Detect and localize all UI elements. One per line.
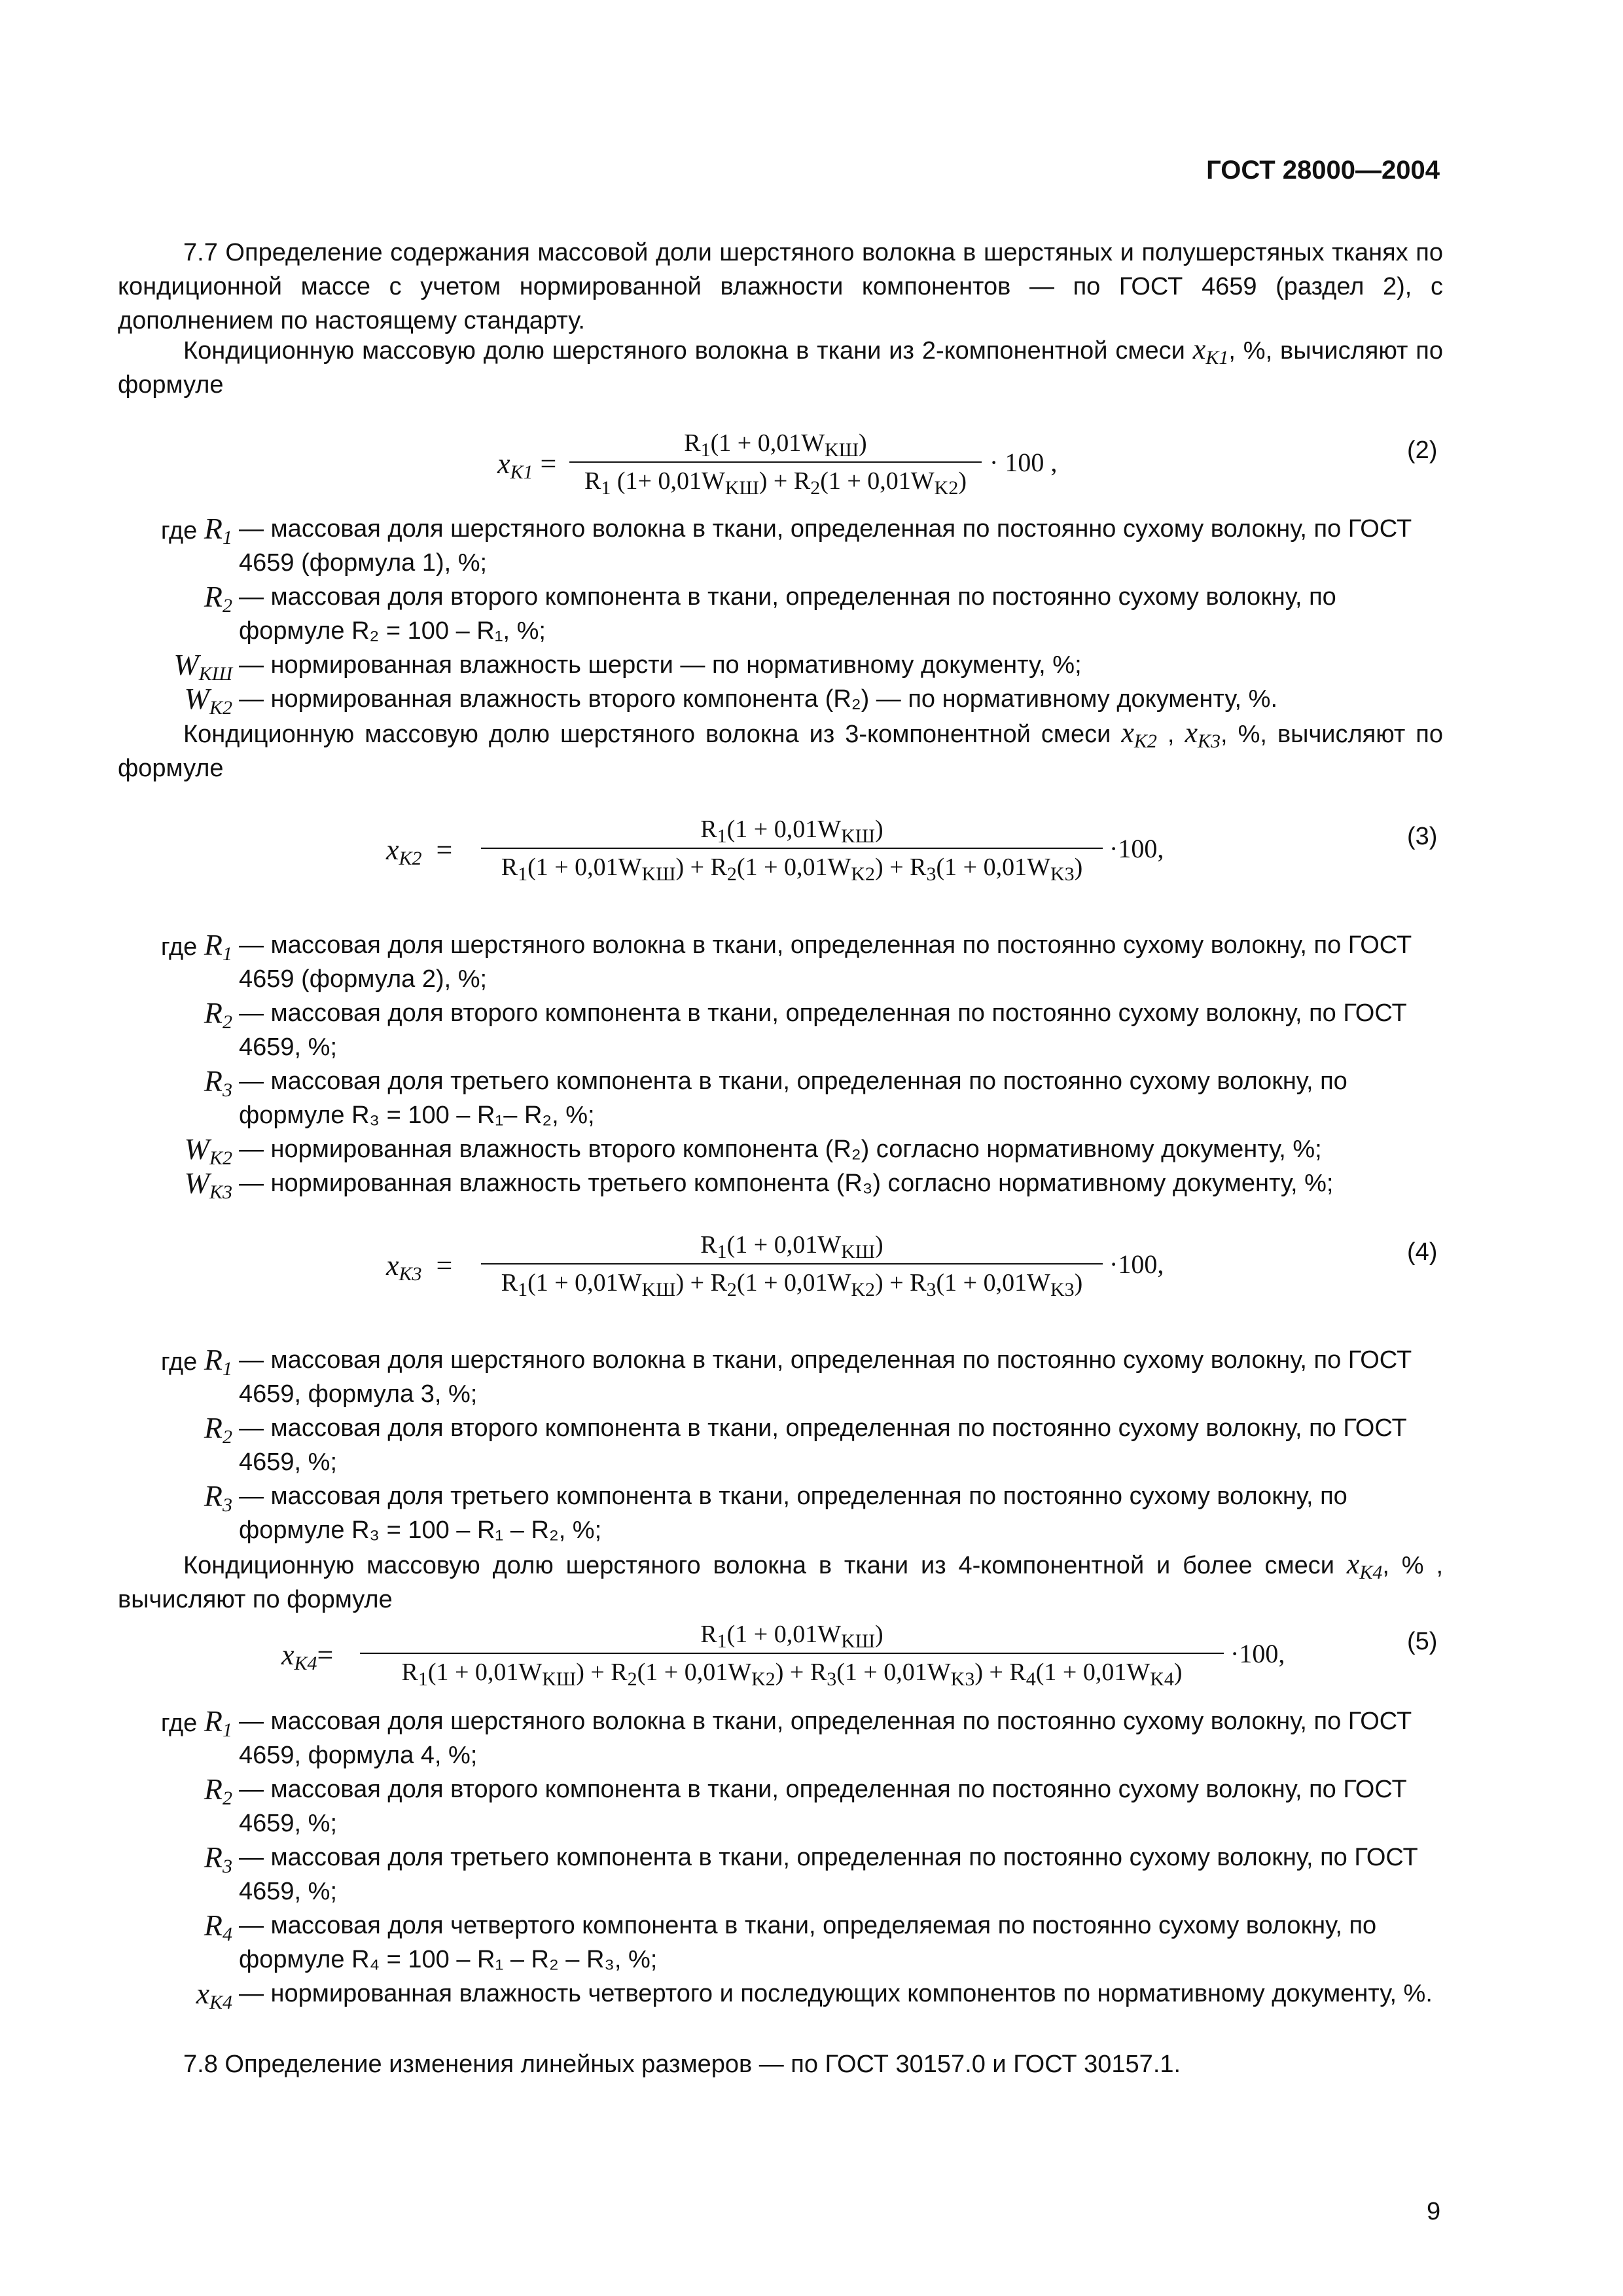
- paragraph-3comp: Кондиционную массовую долю шерстяного волокна из 3-компонентной смеси $x_{K2}$ , $x_{K3}$, %, вычисляют по формуле: [118, 717, 1443, 782]
- paragraph-2comp-text: Кондиционную массовую долю шерстяного волокна в ткани из 2-компонентной смеси: [183, 337, 1185, 365]
- definition-row: $R_2$ — массовая доля второго компонента в ткани, определенная по постоянно сухому волокну, по формуле R₂ = 100 – R₁, %;: [204, 580, 1336, 645]
- definition-row: где $R_1$ — массовая доля шерстяного волокна в ткани, определенная по постоянно сухому волокну, по ГОСТ 4659, формула 4, %;: [160, 1704, 1412, 1769]
- formula-3-number: (3): [1407, 823, 1438, 850]
- formula-5-number: (5): [1407, 1628, 1438, 1655]
- definition-row: $R_4$ — массовая доля четвертого компонента в ткани, определяемая по постоянно сухому волокну, по формуле R₄ = 100 – R₁ – R₂ – R₃, %;: [204, 1909, 1377, 1973]
- paragraph-7-7: 7.7 Определение содержания массовой доли шерстяного волокна в шерстяных и полушерстяных тканях по кондиционной массе с учетом нормированной влажности компонентов — по ГОСТ 4659 (раздел 2), с дополнением по настоящему стандарту.: [118, 239, 1443, 334]
- definition-row: $W_{K2}$ — нормированная влажность второго компонента (R₂) согласно нормативному документу, %;: [184, 1132, 1322, 1169]
- definition-row: где $R_1$ — массовая доля шерстяного волокна в ткани, определенная по постоянно сухому волокну, по ГОСТ 4659, формула 3, %;: [160, 1343, 1412, 1408]
- definition-row: $W_{KШ}$ — нормированная влажность шерсти — по нормативному документу, %;: [173, 648, 1082, 685]
- definition-row: $W_{K3}$ — нормированная влажность третьего компонента (R₃) согласно нормативному документу, %;: [184, 1166, 1334, 1203]
- document-header: ГОСТ 28000—2004: [1206, 156, 1440, 185]
- definition-row: $R_3$ — массовая доля третьего компонента в ткани, определенная по постоянно сухому волокну, по формуле R₃ = 100 – R₁– R₂, %;: [204, 1064, 1347, 1129]
- paragraph-7-8: 7.8 Определение изменения линейных размеров — по ГОСТ 30157.0 и ГОСТ 30157.1.: [183, 2051, 1181, 2078]
- definition-row: $W_{K2}$ — нормированная влажность второго компонента (R₂) — по нормативному документу, %.: [184, 682, 1278, 719]
- definition-row: где $R_1$ — массовая доля шерстяного волокна в ткани, определенная по постоянно сухому волокну, по ГОСТ 4659 (формула 2), %;: [160, 928, 1412, 993]
- definition-row: $R_2$ — массовая доля второго компонента в ткани, определенная по постоянно сухому волокну, по ГОСТ 4659, %;: [204, 1772, 1407, 1837]
- formula-2: $x_{K1}$ = $R_1(1 + 0,01W_{KШ})$ $R_1$ $(1+ 0,01W_{KШ}) + R_2(1 + 0,01W_{K2})$ · 100 , (2): [497, 429, 1438, 499]
- symbol-xk1: $x_{K1}$: [1192, 333, 1229, 368]
- definition-row: $x_{K4}$ — нормированная влажность четвертого и последующих компонентов по нормативному документу, %.: [196, 1977, 1433, 2013]
- definition-row: $R_2$ — массовая доля второго компонента в ткани, определенная по постоянно сухому волокну, по ГОСТ 4659, %;: [204, 996, 1407, 1061]
- definition-row: $R_3$ — массовая доля третьего компонента в ткани, определенная по постоянно сухому волокну, по формуле R₃ = 100 – R₁ – R₂, %;: [204, 1479, 1347, 1544]
- formula-3: $x_{K2}$ = $R_1(1 + 0,01W_{KШ})$ $R_1(1 + 0,01W_{KШ}) + R_2(1 + 0,01W_{K2}) + R_3(1 + 0,01W_{K3})$ ·100, (3): [386, 816, 1438, 885]
- paragraph-2comp-text-end: , %, вычисляют по формуле: [118, 337, 1443, 399]
- page-number: 9: [1427, 2198, 1441, 2225]
- definition-row: где $R_1$ — массовая доля шерстяного волокна в ткани, определенная по постоянно сухому волокну, по ГОСТ 4659 (формула 1), %;: [160, 512, 1412, 577]
- definition-row: $R_2$ — массовая доля второго компонента в ткани, определенная по постоянно сухому волокну, по ГОСТ 4659, %;: [204, 1411, 1407, 1476]
- formula-2-number: (2): [1407, 437, 1438, 464]
- paragraph-4comp: Кондиционную массовую долю шерстяного волокна в ткани из 4-компонентной и более смеси $x_{K4}$, % , вычисляют по формуле: [118, 1548, 1443, 1613]
- formula-4: $x_{K3}$ = $R_1(1 + 0,01W_{KШ})$ $R_1(1 + 0,01W_{KШ}) + R_2(1 + 0,01W_{K2}) + R_3(1 + 0,01W_{K3})$ ·100, (4): [386, 1231, 1438, 1300]
- paragraph-2comp: [118, 332, 1443, 402]
- definition-row: $R_3$ — массовая доля третьего компонента в ткани, определенная по постоянно сухому волокну, по ГОСТ 4659, %;: [204, 1840, 1418, 1905]
- formula-5: $x_{K4}=$ $R_1(1 + 0,01W_{KШ})$ $R_1(1 + 0,01W_{KШ}) + R_2(1 + 0,01W_{K2}) + R_3(1 + 0,01W_{K3}) + R_4(1 + 0,01W_{K4})$ ·100, (5): [281, 1621, 1438, 1690]
- formula-4-number: (4): [1407, 1238, 1438, 1266]
